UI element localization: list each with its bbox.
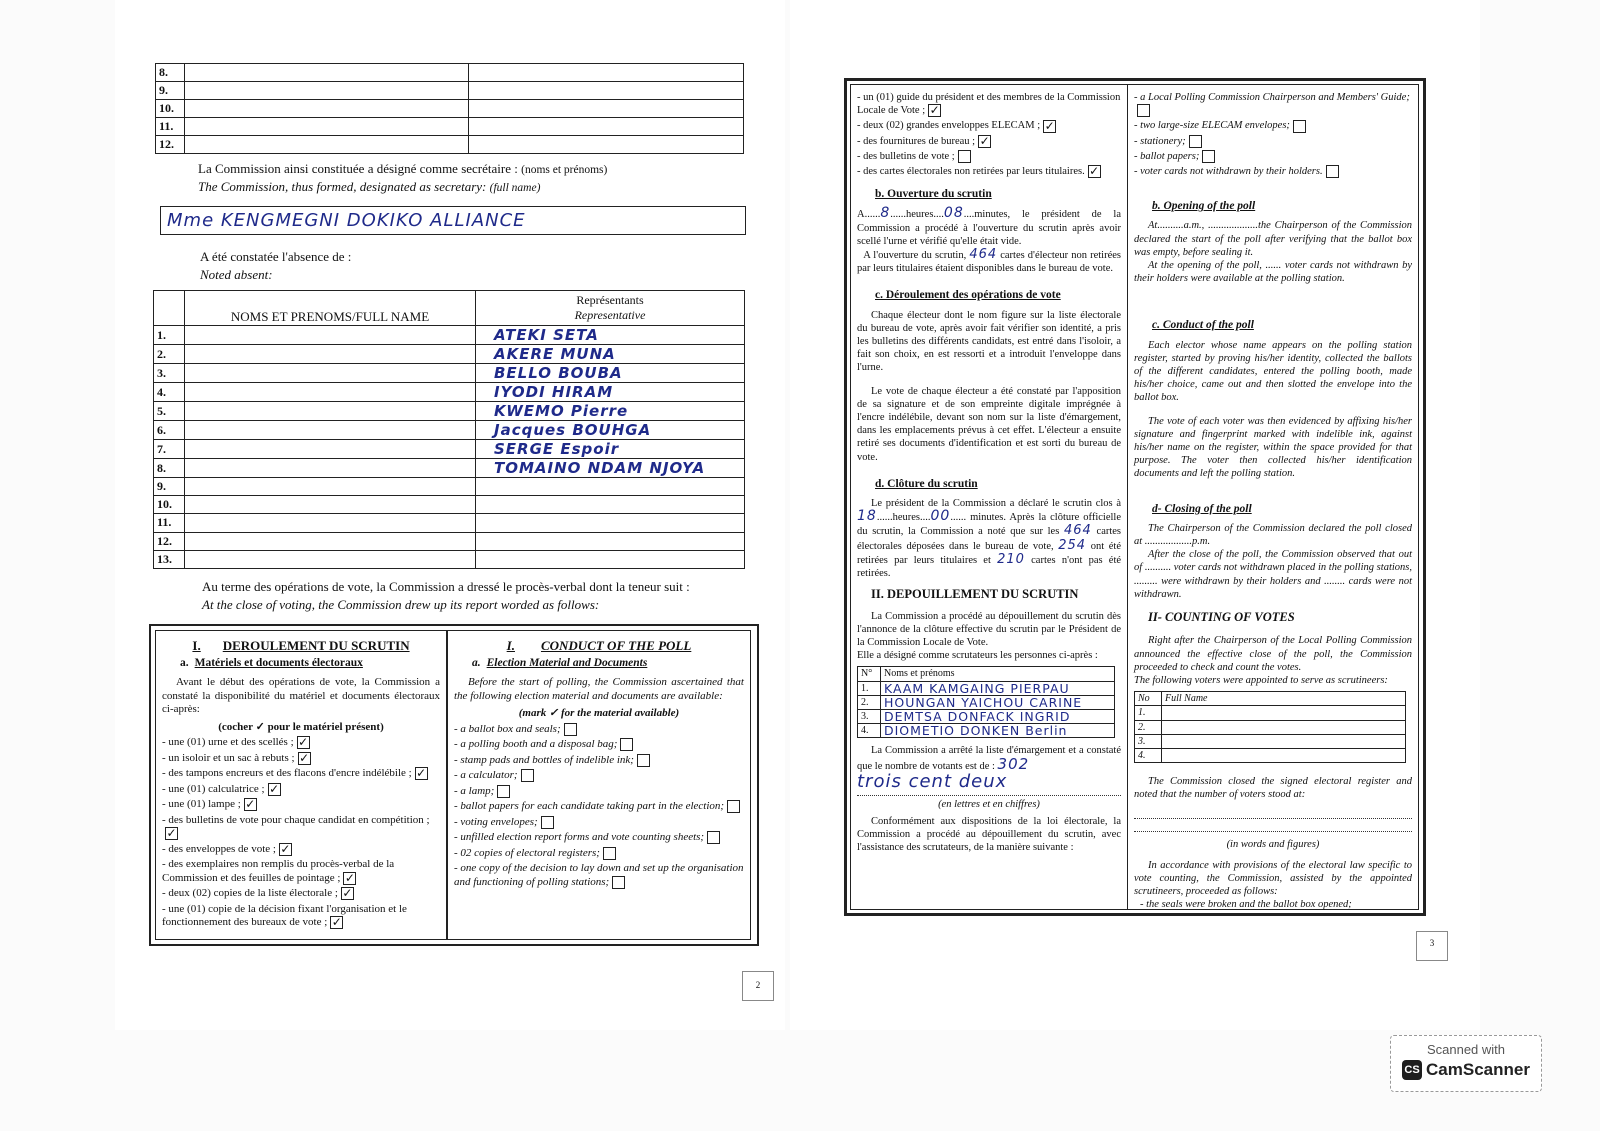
- checkbox[interactable]: [620, 738, 633, 751]
- representative-name: TOMAINO NDAM NJOYA: [476, 459, 745, 478]
- words-note-en: (in words and figures): [1226, 838, 1320, 850]
- scrutineer-row-en: 1.: [1135, 706, 1406, 720]
- material-item: - unfilled election report forms and vote counting sheets;: [454, 831, 744, 845]
- material-item: - two large-size ELECAM envelopes;: [1134, 119, 1412, 132]
- counting-en-4: In accordance with provisions of the electoral law specific to vote counting, the Commission, assisted by the appointed scrutineers, proceeded as follows:: [1134, 859, 1412, 898]
- right-fr-column: [850, 84, 1128, 910]
- material-item: - ballot papers;: [1134, 150, 1412, 163]
- checkbox[interactable]: [603, 847, 616, 860]
- checkbox[interactable]: [1137, 104, 1150, 117]
- absent-row: 3. BELLO BOUBA: [154, 364, 745, 383]
- checkbox[interactable]: ✓: [979, 133, 990, 148]
- subsection-a-en: a. Election Material and Documents: [472, 656, 648, 669]
- checkbox[interactable]: ✓: [298, 735, 309, 749]
- opening-en-2: At the opening of the poll, ...... voter cards not withdrawn by their holders were available at the polling station.: [1134, 260, 1412, 285]
- col-names-header: NOMS ET PRENOMS/FULL NAME: [185, 291, 476, 326]
- material-list-en: [454, 723, 744, 890]
- checkbox[interactable]: ✓: [342, 886, 353, 901]
- representative-name: [476, 532, 745, 550]
- conduct-en-2: The vote of each voter was then evidenced by affixing his/her signature and fingerprint marked with indelible ink, against his/her name on the register, within the space provided for that purpose. The voter then collected his/her identification documents and left the polling station.: [1134, 415, 1412, 480]
- absent-row: 8. TOMAINO NDAM NJOYA: [154, 459, 745, 478]
- material-item: - une (01) copie de la décision fixant l'organisation et le fonctionnement des bureaux de vote ; ✓: [162, 902, 407, 930]
- section-two-en-heading: II- COUNTING OF VOTES: [1148, 610, 1295, 625]
- absent-row: 1. ATEKI SETA: [154, 326, 745, 345]
- checkbox[interactable]: ✓: [166, 826, 177, 841]
- representative-name: IYODI HIRAM: [476, 383, 745, 402]
- checkbox[interactable]: [612, 876, 625, 889]
- counting-en-3: The Commission closed the signed electoral register and noted that the number of voters stood at:: [1134, 776, 1412, 801]
- section-one-en-heading: I. CONDUCT OF THE POLL: [506, 638, 692, 653]
- voters-words-fr: trois cent deux: [857, 775, 1121, 796]
- material-item: - des exemplaires non remplis du procès-verbal de la Commission et des feuilles de pointage ; ✓: [162, 858, 395, 885]
- counting-en-5: - the seals were broken and the ballot box opened;: [1140, 899, 1352, 911]
- camscanner-watermark: Scanned with CS CamScanner: [1390, 1035, 1542, 1092]
- material-item: - des enveloppes de vote ; ✓: [162, 841, 291, 856]
- secretary-name: Mme KENGMEGNI DOKIKO ALLIANCE: [167, 210, 526, 231]
- subsection-d-en: d- Closing of the poll: [1152, 502, 1252, 515]
- representative-name: [476, 496, 745, 514]
- representative-name: SERGE Espoir: [476, 440, 745, 459]
- checkbox[interactable]: ✓: [299, 750, 310, 765]
- checkbox[interactable]: [1202, 150, 1215, 163]
- checkbox[interactable]: [727, 800, 740, 813]
- checkbox[interactable]: ✓: [245, 797, 256, 812]
- member-row: 10.: [156, 100, 744, 118]
- scrutineer-name: HOUNGAN YAICHOU CARINE: [881, 695, 1115, 709]
- representative-name: Jacques BOUHGA: [476, 421, 745, 440]
- counting-fr-3: La Commission a arrêté la liste d'émargement et a constaté que le nombre de votants est de : 302: [857, 745, 1121, 773]
- material-item: - a calculator;: [454, 769, 744, 783]
- scrutineers-table-en: No Full Name 1. 2. 3. 4.: [1134, 691, 1406, 763]
- material-item: - ballot papers for each candidate taking part in the election;: [454, 800, 744, 814]
- conduct-en-1: Each elector whose name appears on the polling station register, started by proving his/her identity, collected the ballots of the different candidates, entered the polling booth, made his/her choice, came out and then slotted the envelope into the ballot box.: [1134, 339, 1412, 404]
- material-item: - un (01) guide du président et des membres de la Commission Locale de Vote ; ✓: [857, 92, 1121, 118]
- material-item: - des bulletins de vote ;: [857, 150, 1121, 163]
- intro-en: Before the start of polling, the Commission ascertained that the following election material and documents are available:: [454, 676, 744, 702]
- conduct-fr-2: Le vote de chaque électeur a été constaté par l'apposition de sa signature et de son empreinte digitale imprégnée à l'encre indélébile, devant son nom sur la liste d'émargement, dans les emplacements prévus à cet effet. L'électeur a ensuite retiré ses documents d'identification et est sorti du bureau de vote.: [857, 385, 1121, 463]
- subsection-c-en: c. Conduct of the poll: [1152, 319, 1254, 332]
- secretary-label-en: The Commission, thus formed, designated as secretary: (full name): [198, 179, 541, 194]
- checkbox[interactable]: [707, 831, 720, 844]
- counting-en-1: Right after the Chairperson of the Local Polling Commission announced the effective close of the poll, the Commission proceeded to check and count the votes.: [1134, 635, 1412, 673]
- counting-fr-1: La Commission a procédé au dépouillement du scrutin dès l'annonce de la clôture effective du scrutin par le Président de la Commission Locale de Vote.: [857, 610, 1121, 648]
- representative-name: BELLO BOUBA: [476, 364, 745, 383]
- checkbox[interactable]: [1326, 165, 1339, 178]
- member-row: 8.: [156, 64, 744, 82]
- counting-fr-2: Elle a désigné comme scrutateurs les personnes ci-après :: [857, 650, 1098, 662]
- material-item: - des fournitures de bureau ; ✓: [857, 133, 990, 148]
- material-item: - une (01) urne et des scellés ; ✓: [162, 735, 309, 749]
- secretary-label-fr: La Commission ainsi constituée a désigné comme secrétaire : (noms et prénoms): [198, 161, 608, 176]
- absent-row: 9.: [154, 478, 745, 496]
- conduct-fr-1: Chaque électeur dont le nom figure sur la liste électorale du bureau de vote, après avoir fait vérifier son identité, a pris les bulletins des différents candidats, est entré dans l'isoloir, a fait son choix, en est ressorti et a introduit l'enveloppe dans l'urne.: [857, 309, 1121, 374]
- mark-en: (mark ✓ for the material available): [518, 707, 680, 719]
- checkbox[interactable]: [637, 754, 650, 767]
- checkbox[interactable]: ✓: [416, 766, 427, 781]
- checkbox[interactable]: ✓: [344, 870, 355, 885]
- checkbox[interactable]: ✓: [929, 103, 940, 118]
- closing-en-2: After the close of the poll, the Commission observed that out of .......... voter cards not withdrawn placed in the polling stations, ......... were withdrawn by their holders and ........ cards were not withdrawn.: [1134, 549, 1412, 600]
- subsection-a-fr: a. Matériels et documents électoraux: [180, 656, 363, 669]
- closing-fr: Le président de la Commission a déclaré le scrutin clos à 18......heures....00...... minutes. Après la clôture officielle du scrutin, la Commission a noté que sur les 464 cartes électorales déposées dans le bureau de vote, 254 ont été retirées par leurs titulaires et 210 cartes n'ont pas été retirées.: [857, 498, 1122, 580]
- representative-name: ATEKI SETA: [476, 326, 745, 345]
- material-item: - voter cards not withdrawn by their holders.: [1134, 165, 1412, 178]
- material-item: - des cartes électorales non retirées par leurs titulaires. ✓: [857, 164, 1100, 179]
- material-item: - voting envelopes;: [454, 816, 744, 830]
- report-intro-en: At the close of voting, the Commission drew up its report worded as follows:: [202, 597, 600, 612]
- checkbox[interactable]: [497, 785, 510, 798]
- absent-row: 11.: [154, 514, 745, 532]
- opening-fr: A......8......heures....08....minutes, le président de la Commission a procédé à l'ouverture du scrutin après avoir scellé l'urne et vérifié qu'elle était vide. A l'ouverture du scrutin, 464 cartes d'électeur non retirées par leurs titulaires étaient disponibles dans le bureau de vote.: [857, 205, 1122, 275]
- mark-fr: (cocher ✓ pour le matériel présent): [218, 720, 384, 733]
- checkbox[interactable]: [541, 816, 554, 829]
- scrutineer-row: 1. KAAM KAMGAING PIERPAU: [858, 681, 1115, 695]
- checkbox[interactable]: ✓: [269, 781, 280, 796]
- scrutineer-name: DIOMETIO DONKEN Berlin: [881, 724, 1115, 738]
- material-item: - deux (02) copies de la liste électorale ; ✓: [162, 886, 353, 901]
- report-intro-fr: Au terme des opérations de vote, la Commission a dressé le procès-verbal dont la teneur suit :: [202, 579, 690, 594]
- camscanner-logo-icon: CS: [1402, 1060, 1422, 1080]
- right-page-box: [844, 78, 1426, 916]
- material-item: - stationery;: [1134, 135, 1412, 148]
- absent-row: 4. IYODI HIRAM: [154, 383, 745, 402]
- col-rep-header: Représentants Representative: [476, 291, 745, 326]
- material-item: - des tampons encreurs et des flacons d'encre indélébile ; ✓: [162, 766, 427, 781]
- material-item: - a Local Polling Commission Chairperson and Members' Guide;: [1134, 91, 1412, 117]
- checkbox[interactable]: ✓: [331, 915, 342, 930]
- material-item: - a polling booth and a disposal bag;: [454, 738, 744, 752]
- material-item: - deux (02) grandes enveloppes ELECAM ; ✓: [857, 118, 1055, 133]
- material-item: - des bulletins de vote pour chaque candidat en compétition ;✓: [162, 813, 430, 841]
- material-item: - a lamp;: [454, 785, 744, 799]
- voters-words-en-2: [1134, 819, 1412, 832]
- checkbox[interactable]: [521, 769, 534, 782]
- subsection-d-fr: d. Clôture du scrutin: [875, 477, 978, 490]
- section-one-box: [149, 624, 759, 946]
- absent-row: 12.: [154, 532, 745, 550]
- checkbox[interactable]: [1293, 120, 1306, 133]
- representative-name: KWEMO Pierre: [476, 402, 745, 421]
- scrutineer-row-en: 4.: [1135, 748, 1406, 762]
- checkbox[interactable]: ✓: [1044, 118, 1055, 133]
- section-two-fr-heading: II. DEPOUILLEMENT DU SCRUTIN: [871, 587, 1079, 602]
- checkbox[interactable]: ✓: [280, 841, 291, 856]
- representative-name: [476, 514, 745, 532]
- scrutineers-table-fr: N° Noms et prénoms 1. KAAM KAMGAING PIERPAU 2. HOUNGAN YAICHOU CARINE 3. DEMTSA DONFACK INGRID 4. DIOMETIO DONKEN Berlin: [857, 666, 1115, 738]
- material-list-en-cont: [1134, 91, 1412, 178]
- material-item: - 02 copies of electoral registers;: [454, 847, 744, 861]
- page-number-right: 3: [1416, 931, 1448, 961]
- representative-name: [476, 550, 745, 568]
- material-item: - une (01) calculatrice ; ✓: [162, 781, 280, 796]
- absent-row: 13.: [154, 550, 745, 568]
- absent-row: 5. KWEMO Pierre: [154, 402, 745, 421]
- scrutineer-row: 2. HOUNGAN YAICHOU CARINE: [858, 695, 1115, 709]
- absent-row: 10.: [154, 496, 745, 514]
- counting-fr-4: Conformément aux dispositions de la loi électorale, la Commission a procédé au dépouillement du scrutin, avec l'assistance des scrutateurs, de la manière suivante :: [857, 815, 1121, 854]
- material-item: - a ballot box and seals;: [454, 723, 744, 737]
- checkbox[interactable]: [958, 150, 971, 163]
- words-note-fr: (en lettres et en chiffres): [938, 798, 1040, 810]
- subsection-b-fr: b. Ouverture du scrutin: [875, 188, 992, 201]
- members-table-continued: [155, 63, 744, 154]
- counting-en-2: The following voters were appointed to serve as scrutineers:: [1134, 674, 1388, 686]
- scrutineer-name: DEMTSA DONFACK INGRID: [881, 709, 1115, 723]
- material-list-fr: [162, 736, 440, 930]
- absent-row: 2. AKERE MUNA: [154, 345, 745, 364]
- right-en-column: [1127, 84, 1419, 910]
- scrutineer-row: 4. DIOMETIO DONKEN Berlin: [858, 724, 1115, 738]
- member-row: 9.: [156, 82, 744, 100]
- subsection-c-fr: c. Déroulement des opérations de vote: [875, 289, 1061, 302]
- page-number-left: 2: [742, 971, 774, 1001]
- material-item: - une (01) lampe ; ✓: [162, 797, 256, 812]
- secretary-name-box: [160, 206, 746, 235]
- intro-fr: Avant le début des opérations de vote, la Commission a constaté la disponibilité du matériel et documents électoraux ci-après:: [162, 676, 440, 715]
- absent-table: [153, 290, 745, 569]
- absent-label-en: Noted absent:: [200, 267, 273, 282]
- material-item: - stamp pads and bottles of indelible ink;: [454, 754, 744, 768]
- material-list-fr-cont: [857, 91, 1121, 178]
- scrutineer-row-en: 2.: [1135, 720, 1406, 734]
- section-one-fr-heading: I. DEROULEMENT DU SCRUTIN: [192, 638, 410, 653]
- material-item: - un isoloir et un sac à rebuts ; ✓: [162, 750, 310, 765]
- subsection-b-en: b. Opening of the poll: [1152, 200, 1256, 213]
- scrutineer-name: KAAM KAMGAING PIERPAU: [881, 681, 1115, 695]
- absent-label-fr: A été constatée l'absence de :: [200, 249, 352, 264]
- member-row: 12.: [156, 136, 744, 154]
- material-item: - one copy of the decision to lay down and set up the organisation and functioning of polling stations;: [454, 862, 744, 888]
- representative-name: AKERE MUNA: [476, 345, 745, 364]
- scrutineer-row-en: 3.: [1135, 734, 1406, 748]
- scrutineer-row: 3. DEMTSA DONFACK INGRID: [858, 709, 1115, 723]
- representative-name: [476, 478, 745, 496]
- opening-en-1: At..........a.m., ...................the Chairperson of the Commission declared the start of the poll after verifying that the ballot box was empty, before sealing it.: [1134, 220, 1412, 258]
- absent-row: 7. SERGE Espoir: [154, 440, 745, 459]
- checkbox[interactable]: ✓: [1089, 164, 1100, 179]
- checkbox[interactable]: [1189, 135, 1202, 148]
- member-row: 11.: [156, 118, 744, 136]
- checkbox[interactable]: [564, 723, 577, 736]
- section-one-fr: [155, 630, 447, 940]
- closing-en-1: The Chairperson of the Commission declared the poll closed at ..................p.m.: [1134, 522, 1412, 548]
- absent-row: 6. Jacques BOUHGA: [154, 421, 745, 440]
- voters-words-en: [1134, 806, 1412, 819]
- section-one-en: [447, 630, 751, 940]
